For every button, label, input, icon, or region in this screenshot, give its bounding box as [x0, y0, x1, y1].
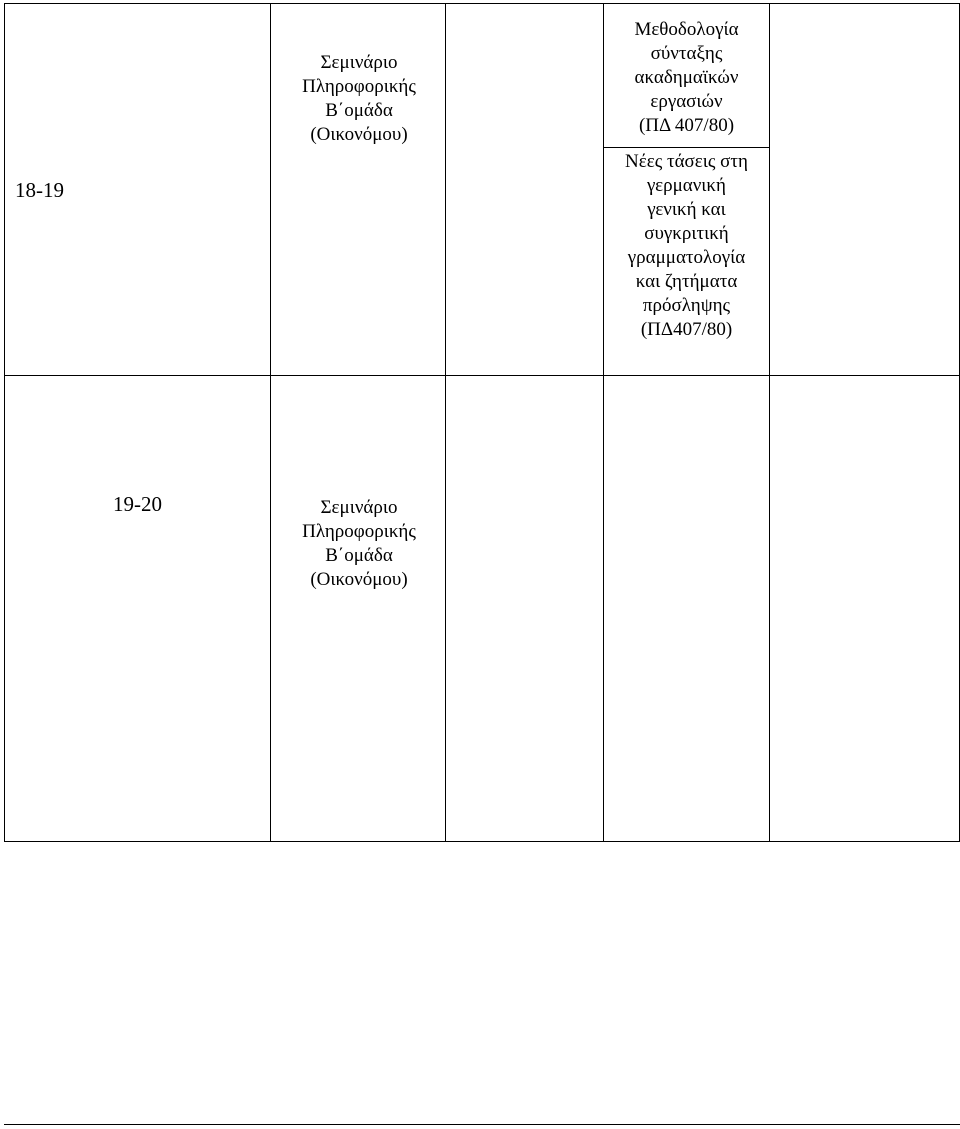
timetable	[4, 3, 960, 842]
time-label: 18-19	[15, 177, 64, 202]
course-cell	[271, 4, 446, 376]
course-bottom	[604, 148, 769, 375]
time-label: 19-20	[113, 492, 162, 516]
course-cell	[271, 376, 446, 842]
course-text: Σεμινάριο Πληροφορικής Β΄ομάδα (Οικονόμου)	[302, 52, 416, 145]
split-course-cell	[604, 4, 770, 376]
time-cell	[5, 4, 271, 376]
empty-cell	[770, 4, 960, 376]
table-row	[5, 376, 960, 842]
empty-cell	[770, 376, 960, 842]
empty-cell	[446, 376, 604, 842]
empty-cell	[604, 376, 770, 842]
course-top	[604, 4, 769, 148]
table-row	[5, 4, 960, 376]
page-footer-rule	[4, 1124, 960, 1125]
empty-cell	[446, 4, 604, 376]
time-cell	[5, 376, 271, 842]
course-text: Σεμινάριο Πληροφορικής Β΄ομάδα (Οικονόμου)	[302, 497, 416, 590]
course-text: Μεθοδολογία σύνταξης ακαδημαϊκών εργασιών (ΠΔ 407/80)	[634, 18, 739, 136]
course-text: Νέες τάσεις στη γερμανική γενική και συγκριτική γραμματολογία και ζητήματα πρόσληψης (ΠΔ407/80)	[625, 151, 748, 340]
split-container	[604, 4, 769, 375]
